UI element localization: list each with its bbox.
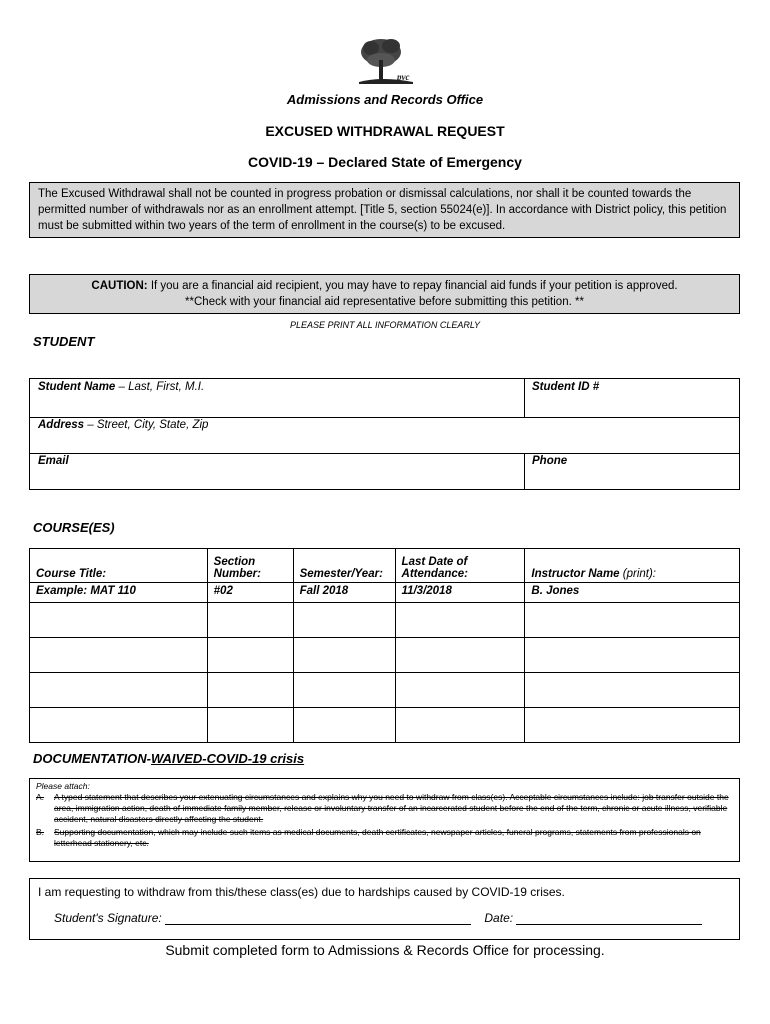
- student-heading: STUDENT: [33, 334, 95, 349]
- intro-notice: The Excused Withdrawal shall not be counted in progress probation or dismissal calculations, nor shall it be counted towards the permitted number of withdrawals nor as an enrollment attempt. [Title 5, section 55024(e)]. In accordance with District policy, this petition must be submitted within two years of the term of enrollment in the course(s) to be excused.: [29, 182, 740, 238]
- item-a-text: A typed statement that describes your extenuating circumstances and explains why you need to withdraw from class(es). Acceptable circumstances include: job transfer outside the area, immigration action, death of immediate family member, release or involuntary transfer of an incarcerated student before the end of the term, chronic or acute illness, verifiable accident, natural disasters directly affecting the student.: [54, 792, 729, 824]
- last-date-cell[interactable]: [395, 673, 525, 708]
- request-statement: I am requesting to withdraw from this/these class(es) due to hardships caused by COVID-19 crises.: [38, 885, 565, 899]
- last-date-cell[interactable]: [395, 638, 525, 673]
- caution-notice: [29, 274, 740, 314]
- semester-cell[interactable]: [293, 708, 395, 743]
- phone-label: Phone: [532, 455, 568, 467]
- form-subtitle: COVID-19 – Declared State of Emergency: [248, 154, 522, 170]
- instructor-header: [525, 549, 740, 583]
- course-row[interactable]: [30, 638, 740, 673]
- caution-line2: **Check with your financial aid representative before submitting this petition. **: [185, 296, 584, 308]
- semester-cell[interactable]: [293, 673, 395, 708]
- doc-item-a: [36, 792, 733, 825]
- svg-text:pvc: pvc: [397, 72, 410, 82]
- caution-label: CAUTION:: [91, 280, 148, 292]
- email-label: Email: [38, 455, 69, 467]
- last-date-cell[interactable]: [395, 708, 525, 743]
- signature-label: Student's Signature:: [54, 911, 162, 925]
- semester-year-header: Semester/Year:: [293, 549, 395, 583]
- signature-line[interactable]: [165, 912, 471, 925]
- course-title-cell[interactable]: [30, 638, 208, 673]
- instructor-cell[interactable]: [525, 673, 740, 708]
- instructor-cell[interactable]: [525, 603, 740, 638]
- course-title-cell[interactable]: [30, 708, 208, 743]
- student-id-field[interactable]: [524, 379, 739, 418]
- courses-heading: COURSE(ES): [33, 520, 115, 535]
- instructor-hint: (print):: [619, 568, 656, 580]
- please-attach: Please attach:: [36, 781, 90, 791]
- signature-row: [38, 911, 731, 925]
- documentation-prefix: DOCUMENTATION-: [33, 751, 151, 766]
- last-attendance-header: Last Date of Attendance:: [395, 549, 525, 583]
- address-hint: – Street, City, State, Zip: [84, 419, 209, 431]
- documentation-waived: WAIVED-COVID-19 crisis: [150, 751, 305, 766]
- section-cell[interactable]: [207, 638, 293, 673]
- student-name-hint: – Last, First, M.I.: [115, 381, 205, 393]
- courses-example-row: [30, 583, 740, 603]
- student-id-label: Student ID #: [532, 381, 600, 393]
- doc-item-b: [36, 827, 733, 849]
- example-instructor: B. Jones: [525, 583, 740, 603]
- date-label: Date:: [484, 911, 514, 925]
- section-cell[interactable]: [207, 603, 293, 638]
- phone-field[interactable]: [524, 453, 739, 489]
- email-field[interactable]: [30, 453, 525, 489]
- section-number-header: Section Number:: [207, 549, 293, 583]
- course-title-header: Course Title:: [30, 549, 208, 583]
- semester-cell[interactable]: [293, 638, 395, 673]
- last-date-cell[interactable]: [395, 603, 525, 638]
- item-b-text: Supporting documentation, which may include such items as medical documents, death certificates, newspaper articles, funeral programs, statements from professionals on letterhead stationery, etc.: [54, 827, 701, 848]
- instructor-cell[interactable]: [525, 638, 740, 673]
- example-date: 11/3/2018: [395, 583, 525, 603]
- student-name-label: Student Name: [38, 381, 116, 393]
- footer-instruction: Submit completed form to Admissions & Records Office for processing.: [165, 942, 605, 958]
- section-cell[interactable]: [207, 673, 293, 708]
- print-note: PLEASE PRINT ALL INFORMATION CLEARLY: [289, 320, 481, 330]
- caution-text: If you are a financial aid recipient, you may have to repay financial aid funds if your petition is approved.: [147, 280, 678, 292]
- course-row[interactable]: [30, 603, 740, 638]
- instructor-cell[interactable]: [525, 708, 740, 743]
- student-info-box: [29, 378, 740, 490]
- item-a-letter: A.: [36, 792, 45, 802]
- documentation-heading: [33, 751, 304, 766]
- example-section: #02: [207, 583, 293, 603]
- item-b-letter: B.: [36, 827, 45, 837]
- course-row[interactable]: [30, 673, 740, 708]
- form-title: EXCUSED WITHDRAWAL REQUEST: [265, 123, 505, 139]
- request-box: [29, 878, 740, 940]
- example-semester: Fall 2018: [293, 583, 395, 603]
- course-title-cell[interactable]: [30, 673, 208, 708]
- college-tree-logo: [353, 36, 419, 88]
- courses-header-row: [30, 549, 740, 583]
- date-line[interactable]: [516, 912, 702, 925]
- documentation-box: [29, 778, 740, 862]
- example-course: Example: MAT 110: [30, 583, 208, 603]
- semester-cell[interactable]: [293, 603, 395, 638]
- courses-table: [29, 548, 740, 743]
- address-label: Address: [38, 419, 85, 431]
- instructor-label: Instructor Name: [531, 568, 620, 580]
- student-name-field[interactable]: [30, 379, 525, 418]
- section-cell[interactable]: [207, 708, 293, 743]
- course-title-cell[interactable]: [30, 603, 208, 638]
- office-name: Admissions and Records Office: [286, 92, 484, 107]
- course-row[interactable]: [30, 708, 740, 743]
- address-field[interactable]: [30, 417, 739, 454]
